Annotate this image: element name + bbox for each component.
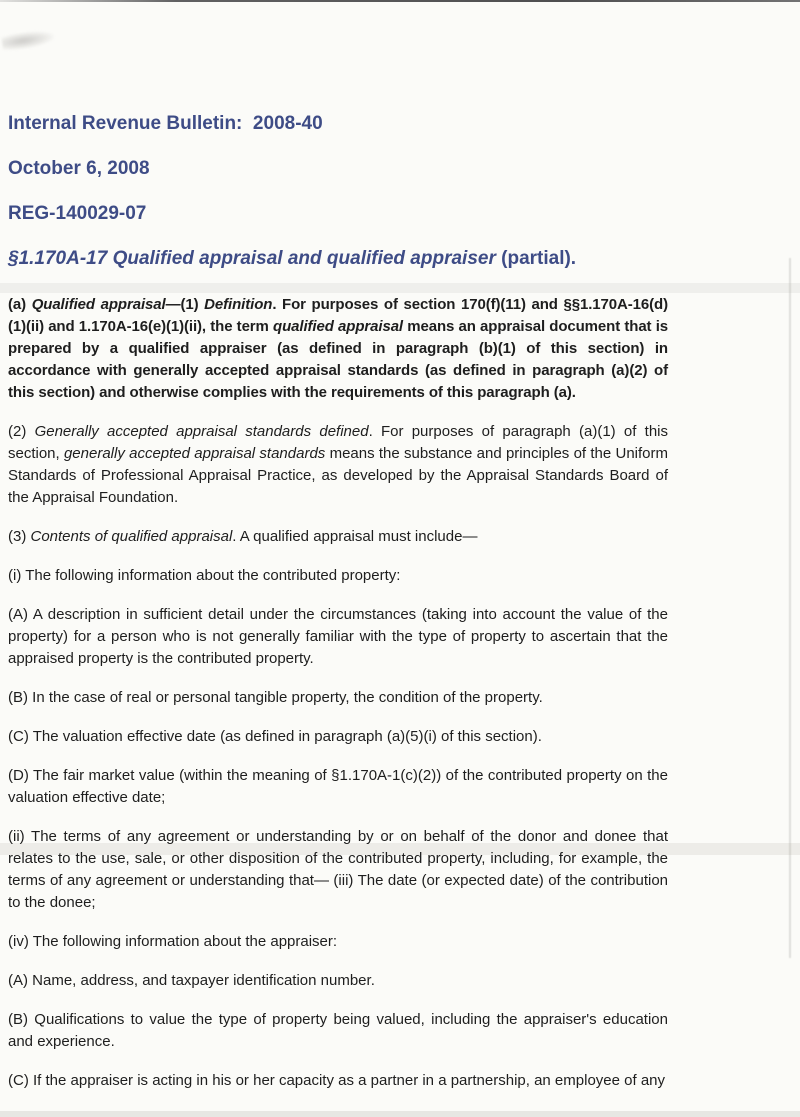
paragraph-i-A bbox=[8, 604, 668, 670]
text-run: (B) Qualifications to value the type of property being valued, including the appraiser's education and experience. bbox=[8, 1011, 668, 1050]
section-title bbox=[8, 247, 668, 271]
text-run: (B) In the case of real or personal tangible property, the condition of the property. bbox=[8, 689, 543, 706]
text-run: (iv) The following information about the appraiser: bbox=[8, 933, 338, 950]
document-page bbox=[8, 112, 668, 1109]
text-run: (C) If the appraiser is acting in his or her capacity as a partner in a partnership, an employee of any bbox=[8, 1072, 666, 1089]
text-run: means the substance and principles of the Uniform Standards of Professional Appraisal Practice, as developed by the Appraisal Standards Board of the Appraisal Foundation. bbox=[8, 445, 668, 506]
text-run: (C) The valuation effective date (as defined in paragraph (a)(5)(i) of this section). bbox=[8, 728, 542, 745]
reg-number: REG-140029-07 bbox=[8, 203, 147, 224]
emphasized-text: qualified appraisal bbox=[273, 318, 404, 335]
bulletin-title: Internal Revenue Bulletin: 2008-40 bbox=[8, 113, 323, 134]
text-run: . For purposes of section 170(f)(11) and §§1.170A-16(d)(1)(ii) and 1.170A-16(e)(1)(ii), the term bbox=[8, 296, 668, 335]
text-run: . A qualified appraisal must include— bbox=[232, 528, 478, 545]
text-run: (ii) The terms of any agreement or understanding by or on behalf of the donor and donee that relates to the use, sale, or other disposition of the contributed property, including, for example, the terms of any agreement or understanding that— (iii) The date (or expected date) of the contribution to the donee; bbox=[8, 828, 668, 911]
scan-band bbox=[0, 1111, 800, 1117]
paragraph-iv-A bbox=[8, 970, 668, 992]
emphasized-text: Qualified appraisal bbox=[31, 296, 166, 313]
paragraph-i bbox=[8, 565, 668, 587]
text-run: . For purposes of paragraph (a)(1) of this section, bbox=[8, 423, 669, 462]
paragraph-2 bbox=[8, 421, 668, 509]
text-run: (partial). bbox=[495, 248, 577, 269]
paragraph-iv-C bbox=[8, 1070, 668, 1092]
text-run: (a) bbox=[8, 296, 32, 313]
paragraph-ii bbox=[8, 826, 668, 914]
text-run: (2) bbox=[8, 423, 35, 440]
paragraph-a bbox=[8, 294, 668, 404]
page-edge-shadow bbox=[789, 258, 791, 958]
text-run: (A) A description in sufficient detail under the circumstances (taking into account the value of the property) for a person who is not generally familiar with the type of property to ascertain that the appraised property is the contributed property. bbox=[8, 606, 668, 667]
text-run: (D) The fair market value (within the meaning of §1.170A-1(c)(2)) of the contributed property on the valuation effective date; bbox=[8, 767, 668, 806]
paragraph-i-C bbox=[8, 726, 668, 748]
paragraph-i-B bbox=[8, 687, 668, 709]
emphasized-text: Contents of qualified appraisal bbox=[30, 528, 233, 545]
scan-smudge bbox=[1, 28, 55, 51]
emphasized-text: Definition bbox=[204, 296, 273, 313]
text-run: (i) The following information about the contributed property: bbox=[8, 567, 401, 584]
text-run: (A) Name, address, and taxpayer identification number. bbox=[8, 972, 375, 989]
bulletin-date: October 6, 2008 bbox=[8, 158, 150, 179]
scanner-edge-line bbox=[0, 0, 800, 2]
text-run: means an appraisal document that is prepared by a qualified appraiser (as defined in paragraph (b)(1) of this section) in accordance with generally accepted appraisal standards (as defined in paragraph (a)(2) of this section) and otherwise complies with the requirements of this paragraph (a). bbox=[8, 318, 668, 401]
paragraph-i-D bbox=[8, 765, 668, 809]
text-run: —(1) bbox=[165, 296, 205, 313]
emphasized-text: Generally accepted appraisal standards defined bbox=[34, 423, 369, 440]
text-run: (3) bbox=[8, 528, 31, 545]
paragraph-3 bbox=[8, 526, 668, 548]
emphasized-text: generally accepted appraisal standards bbox=[63, 445, 326, 462]
paragraph-iv bbox=[8, 931, 668, 953]
emphasized-text: §1.170A-17 Qualified appraisal and qualified appraiser bbox=[8, 248, 496, 269]
paragraph-iv-B bbox=[8, 1009, 668, 1053]
